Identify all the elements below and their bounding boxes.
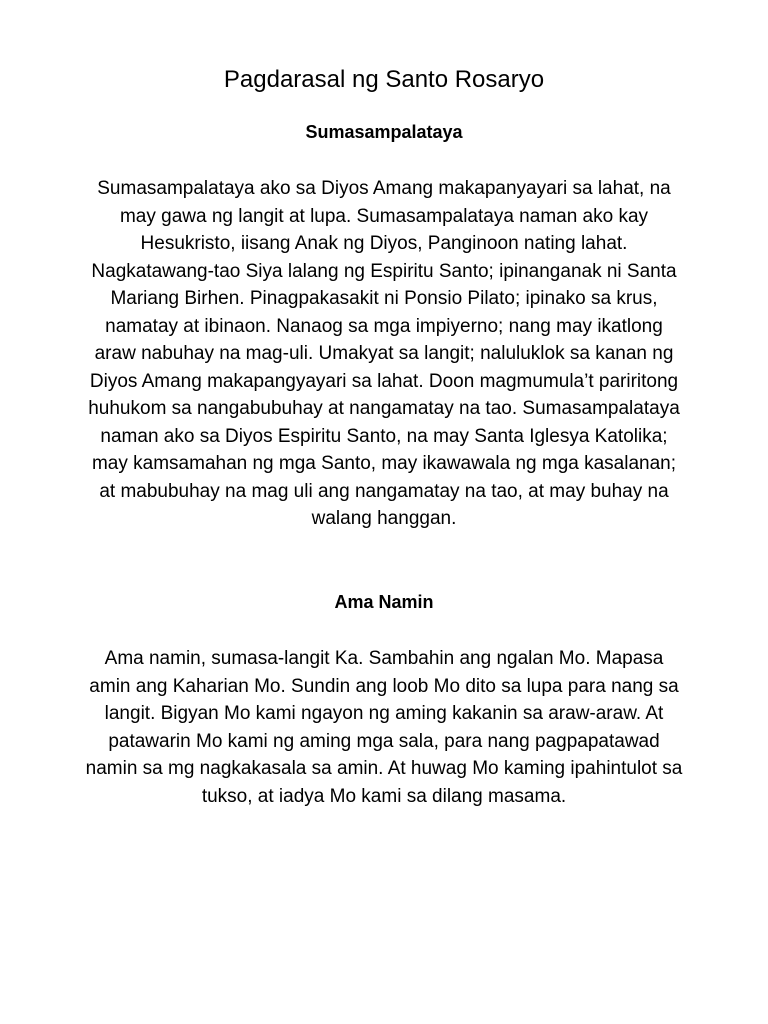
section-heading-sumasampalataya: Sumasampalataya	[305, 122, 463, 142]
section-heading-ama-namin: Ama Namin	[334, 592, 434, 612]
section-body-ama-namin: Ama namin, sumasa-langit Ka. Sambahin ang ngalan Mo. Mapasa amin ang Kaharian Mo. Sundin ang loob Mo dito sa lupa para nang sa langit. Bigyan Mo kami ngayon ng aming kakanin sa araw-araw. At patawarin Mo kami ng aming mga sala, para nang pagpapatawad namin sa mg nagkakasala sa amin. At huwag Mo kaming ipahintulot sa tukso, at iadya Mo kami sa dilang masama.	[85, 648, 683, 807]
document-title: Pagdarasal ng Santo Rosaryo	[223, 66, 545, 93]
section-body-sumasampalataya: Sumasampalataya ako sa Diyos Amang makapanyayari sa lahat, na may gawa ng langit at lupa. Sumasampalataya naman ako kay Hesukristo, iisang Anak ng Diyos, Panginoon nating lahat. Nagkatawang-tao Siya lalang ng Espiritu Santo; ipinanganak ni Santa Mariang Birhen. Pinagpakasakit ni Ponsio Pilato; ipinako sa krus, namatay at ibinaon. Nanaog sa mga impiyerno; nang may ikatlong araw nabuhay na mag-uli. Umakyat sa langit; naluluklok sa kanan ng Diyos Amang makapangyayari sa lahat. Doon magmumula’t pariritong huhukom sa nangabubuhay at nangamatay na tao. Sumasampalataya naman ako sa Diyos Espiritu Santo, na may Santa Iglesya Katolika; may kamsamahan ng mga Santo, may ikawawala ng mga kasalanan; at mabubuhay na mag uli ang nangamatay na tao, at may buhay na walang hanggan.	[88, 178, 680, 529]
